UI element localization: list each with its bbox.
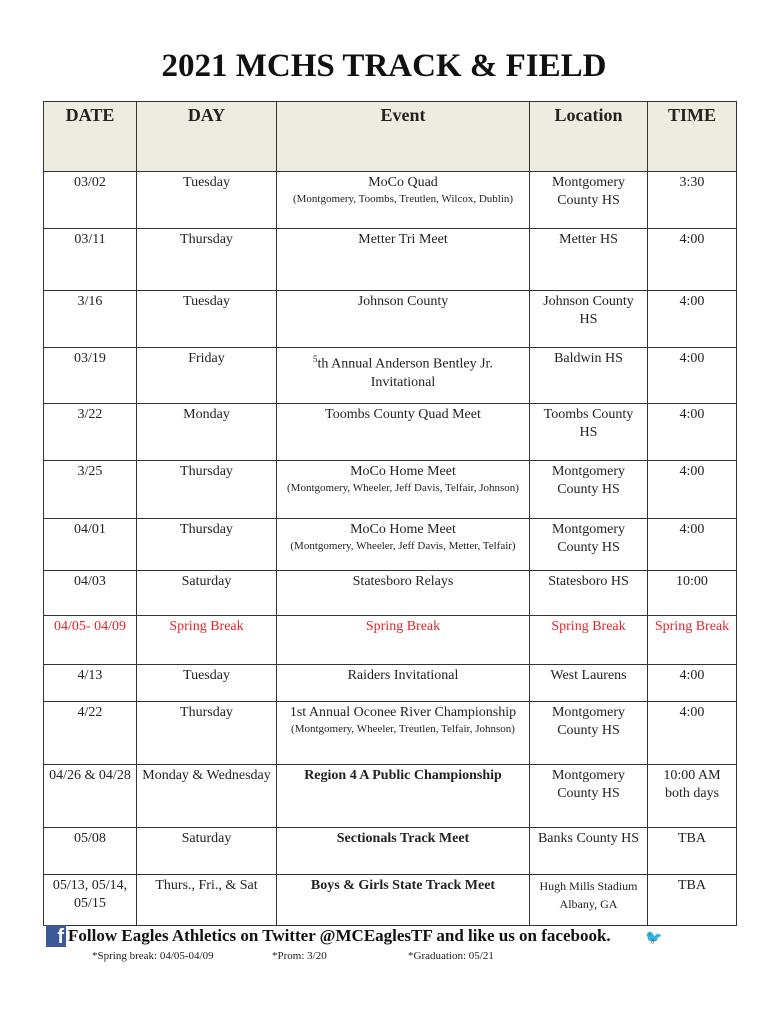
column-header: DATE xyxy=(44,102,137,172)
event-cell xyxy=(277,702,530,765)
date-cell: 3/25 xyxy=(44,461,137,519)
table-row xyxy=(44,875,737,926)
event-title: Johnson County xyxy=(357,294,449,309)
day-cell: Monday & Wednesday xyxy=(137,765,277,828)
location-cell: Banks County HS xyxy=(530,828,648,875)
page-title: 2021 MCHS TRACK & FIELD xyxy=(161,48,607,84)
time-cell: 4:00 xyxy=(648,229,737,291)
event-cell xyxy=(277,291,530,348)
event-cell xyxy=(277,571,530,616)
location-cell: Montgomery County HS xyxy=(530,702,648,765)
time-cell: 10:00 xyxy=(648,571,737,616)
location-cell: Montgomery County HS xyxy=(530,765,648,828)
table-row xyxy=(44,519,737,571)
footer-follow xyxy=(46,925,611,947)
date-cell: 04/05- 04/09 xyxy=(44,616,137,665)
table-row xyxy=(44,828,737,875)
time-cell: Spring Break xyxy=(648,616,737,665)
facebook-icon[interactable]: f xyxy=(46,925,66,947)
date-cell: 05/13, 05/14, 05/15 xyxy=(44,875,137,926)
date-cell: 04/01 xyxy=(44,519,137,571)
event-participants: (Montgomery, Wheeler, Jeff Davis, Metter, Telfair) xyxy=(290,540,516,552)
event-cell xyxy=(277,665,530,702)
event-cell xyxy=(277,404,530,461)
location-cell: Montgomery County HS xyxy=(530,172,648,229)
event-participants: (Montgomery, Wheeler, Jeff Davis, Telfair, Johnson) xyxy=(287,482,519,494)
table-row xyxy=(44,665,737,702)
time-cell: 4:00 xyxy=(648,665,737,702)
day-cell: Friday xyxy=(137,348,277,404)
date-cell: 05/08 xyxy=(44,828,137,875)
date-cell: 4/13 xyxy=(44,665,137,702)
note-prom: *Prom: 3/20 xyxy=(272,950,327,962)
day-cell: Thursday xyxy=(137,519,277,571)
time-cell: 3:30 xyxy=(648,172,737,229)
day-cell: Saturday xyxy=(137,571,277,616)
day-cell: Tuesday xyxy=(137,172,277,229)
column-header: Event xyxy=(277,102,530,172)
location-cell: Montgomery County HS xyxy=(530,461,648,519)
time-cell: TBA xyxy=(648,828,737,875)
time-cell: 4:00 xyxy=(648,404,737,461)
event-title: Statesboro Relays xyxy=(352,574,454,589)
twitter-icon[interactable]: 🐦 xyxy=(645,931,663,946)
location-cell: Spring Break xyxy=(530,616,648,665)
table-row xyxy=(44,229,737,291)
event-title: MoCo Home Meet xyxy=(350,522,456,537)
event-participants: (Montgomery, Wheeler, Treutlen, Telfair, Johnson) xyxy=(291,723,515,735)
table-row xyxy=(44,571,737,616)
table-row xyxy=(44,291,737,348)
location-cell: Baldwin HS xyxy=(530,348,648,404)
day-cell: Tuesday xyxy=(137,291,277,348)
location-cell: Johnson County HS xyxy=(530,291,648,348)
event-cell xyxy=(277,765,530,828)
event-cell xyxy=(277,616,530,665)
time-cell: 4:00 xyxy=(648,291,737,348)
date-cell: 04/03 xyxy=(44,571,137,616)
location-cell: Metter HS xyxy=(530,229,648,291)
event-cell xyxy=(277,172,530,229)
event-participants: (Montgomery, Toombs, Treutlen, Wilcox, Dublin) xyxy=(292,193,514,205)
date-cell: 04/26 & 04/28 xyxy=(44,765,137,828)
event-title: th Annual Anderson Bentley Jr. Invitational xyxy=(317,356,493,390)
time-cell: 4:00 xyxy=(648,702,737,765)
date-cell: 3/16 xyxy=(44,291,137,348)
date-cell: 3/22 xyxy=(44,404,137,461)
column-header: Location xyxy=(530,102,648,172)
event-title: Metter Tri Meet xyxy=(358,232,448,247)
event-title: 1st Annual Oconee River Championship xyxy=(289,705,517,720)
day-cell: Tuesday xyxy=(137,665,277,702)
event-cell xyxy=(277,828,530,875)
schedule-table xyxy=(43,101,737,926)
event-title: MoCo Home Meet xyxy=(350,464,456,479)
location-cell: Hugh Mills Stadium Albany, GA xyxy=(530,875,648,926)
table-row xyxy=(44,404,737,461)
time-cell: 10:00 AM both days xyxy=(648,765,737,828)
date-cell: 03/02 xyxy=(44,172,137,229)
day-cell: Saturday xyxy=(137,828,277,875)
column-header: DAY xyxy=(137,102,277,172)
table-row xyxy=(44,461,737,519)
day-cell: Thursday xyxy=(137,461,277,519)
event-cell xyxy=(277,229,530,291)
location-cell: Statesboro HS xyxy=(530,571,648,616)
event-title: Region 4 A Public Championship xyxy=(304,768,502,783)
location-cell: Toombs County HS xyxy=(530,404,648,461)
time-cell: 4:00 xyxy=(648,348,737,404)
time-cell: 4:00 xyxy=(648,519,737,571)
event-cell xyxy=(277,519,530,571)
event-title: Boys & Girls State Track Meet xyxy=(310,878,496,893)
time-cell: TBA xyxy=(648,875,737,926)
event-cell xyxy=(277,461,530,519)
note-spring-break: *Spring break: 04/05-04/09 xyxy=(92,950,214,962)
date-cell: 03/19 xyxy=(44,348,137,404)
follow-text: Follow Eagles Athletics on Twitter @MCEaglesTF and like us on facebook. xyxy=(68,926,611,945)
table-row xyxy=(44,172,737,229)
event-title: MoCo Quad xyxy=(368,175,438,190)
column-header: TIME xyxy=(648,102,737,172)
day-cell: Thursday xyxy=(137,229,277,291)
note-graduation: *Graduation: 05/21 xyxy=(408,950,494,962)
superscript: 5 xyxy=(313,354,318,364)
event-cell xyxy=(277,348,530,404)
event-title: Toombs County Quad Meet xyxy=(325,407,481,422)
day-cell: Spring Break xyxy=(137,616,277,665)
event-title: Spring Break xyxy=(365,619,441,634)
event-title: Raiders Invitational xyxy=(347,668,459,683)
table-row xyxy=(44,765,737,828)
day-cell: Monday xyxy=(137,404,277,461)
day-cell: Thurs., Fri., & Sat xyxy=(137,875,277,926)
table-row xyxy=(44,616,737,665)
location-cell: West Laurens xyxy=(530,665,648,702)
table-row xyxy=(44,702,737,765)
time-cell: 4:00 xyxy=(648,461,737,519)
location-cell: Montgomery County HS xyxy=(530,519,648,571)
event-cell xyxy=(277,875,530,926)
table-row xyxy=(44,348,737,404)
day-cell: Thursday xyxy=(137,702,277,765)
event-title: Sectionals Track Meet xyxy=(336,831,470,846)
date-cell: 4/22 xyxy=(44,702,137,765)
date-cell: 03/11 xyxy=(44,229,137,291)
